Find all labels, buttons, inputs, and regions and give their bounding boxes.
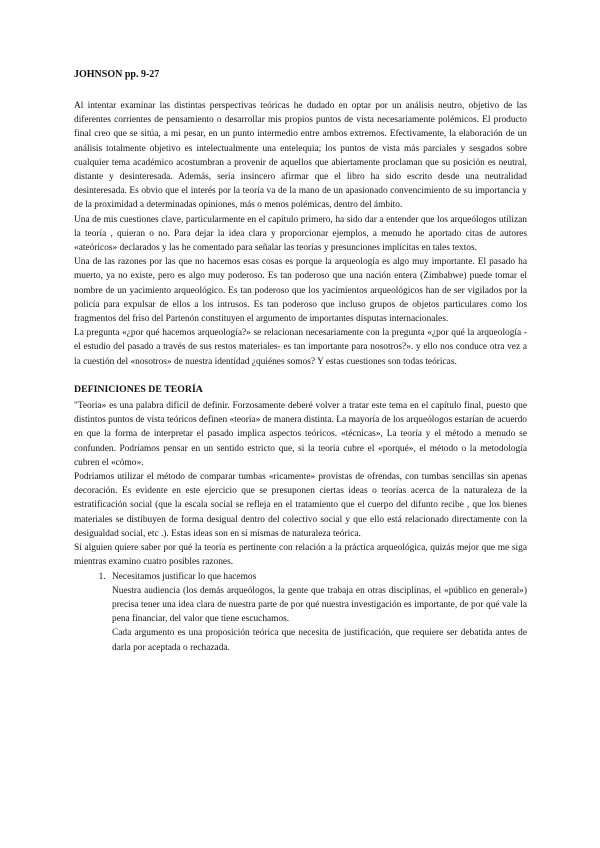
intro-paragraph-3: Una de las razones por las que no hacemos esas cosas es porque la arqueología es algo muy importante. El pasado ha muerto, ya no existe, pero es algo muy poderoso. Es tan poderoso que una nación entera (Zimbabwe) puede tomar el nombre de un yacimiento arqueológico. Es tan poderoso que los yacimientos arqueológicos han de ser vigilados por la policía para expulsar de ellos a los intrusos. Es tan poderoso que incluso grupos de objetos particulares como los fragmentos del friso del Partenón constituyen el argumento de importantes disputas internacionales. bbox=[74, 257, 527, 325]
reason-label: Necesitamos justificar lo que hacemos bbox=[112, 571, 257, 582]
section-paragraph-2: Podríamos utilizar el método de comparar tumbas «ricamente» provistas de ofrendas, con tumbas sencillas sin apenas decoración. Es evidente en este ejercicio que se presuponen ciertas ideas o teorías acerca de la naturaleza de la estratificación social (que la escala social se refleja en el tratamiento que el cuerpo del difunto recibe , que los bienes materiales se distibuyen de forma desigual dentro del colectivo social y que ello está relacionado directamente con la desigualdad social, etc .). Estas ideas son en sí mismas de naturaleza teórica. bbox=[74, 472, 527, 539]
reason-paragraph-1: Nuestra audiencia (los demás arqueólogos, la gente que trabaja en otras disciplinas, el «público en general») precisa tener una idea clara de nuestra parte de por qué nuestra investigación es importante, de por qué vale la pena financiar, del valor que tiene escuchamos. bbox=[112, 585, 527, 625]
document-body bbox=[74, 99, 527, 655]
intro-paragraph-4: La pregunta «¿por qué hacemos arqueología?» se relacionan necesariamente con la pregunta «¿por qué la arqueología - el estudio del pasado a través de sus restos materiales- es tan importante para nosotros?». y ello nos conduce otra vez a la cuestión del «nosotros» de nuestra identidad ¿quiénes somos? Y estas cuestiones son todas teóricas. bbox=[74, 328, 527, 367]
reasons-list bbox=[74, 570, 527, 655]
section-heading: DEFINICIONES DE TEORÍA bbox=[74, 383, 203, 395]
section-paragraph-1: "Teoría» es una palabra difícil de definir. Forzosamente deberé volver a tratar este tema en el capítulo final, puesto que distintos puntos de vista teóricos definen «teoría» de manera distinta. La mayoría de los arqueólogos estarían de acuerdo en que la forma de interpretar el pasado implica aspectos teóricos. «técnicas», La teoría y el método a menudo se confunden. Podríamos pensar en un sentido estricto que, si la teoría cubre el «porqué», el método o la metodología cubren el «cómo». bbox=[74, 401, 527, 468]
intro-paragraph-1: Al intentar examinar las distintas perspectivas teóricas he dudado en optar por un análisis neutro, objetivo de las diferentes corrientes de pensamiento o desarrollar mis propios puntos de vista necesariamente polémicos. El producto final creo que se sitúa, a mi pesar, en un punto intermedio entre ambos extremos. Efectivamente, la elaboración de un análisis totalmente objetivo es intelectualmente una entelequia; los puntos de vista más parciales y sesgados sobre cualquier tema académico acostumbran a provenir de aquellos que abiertamente proclaman que su posición es neutral, distante y desinteresada. Además, sería insincero afirmar que el libro ha sido escrito desde una neutralidad desinteresada. Es obvio que el interés por la teoría va de la mano de un apasionado convencimiento de su importancia y de la proximidad a determinadas opiniones, más o menos polémicas, dentro del ámbito. bbox=[74, 101, 527, 211]
reason-paragraph-2: Cada argumento es una proposición teórica que necesita de justificación, que requiere ser debatida antes de darla por aceptada o rechazada. bbox=[112, 628, 527, 653]
reason-item bbox=[108, 570, 527, 655]
page-title: JOHNSON pp. 9-27 bbox=[74, 69, 160, 80]
intro-paragraph-2: Una de mis cuestiones clave, particularmente en el capítulo primero, ha sido dar a entender que los arqueólogos utilizan la teoría , quieran o no. Para dejar la idea clara y proporcionar ejemplos, a menudo he aportado citas de autores «ateóricos» declarados y las he comentado para señalar las teorías y presunciones implícitas en tales textos. bbox=[74, 214, 527, 254]
section-paragraph-3: Si alguien quiere saber por qué la teoría es pertinente con relación a la práctica arqueológica, quizás mejor que me siga mientras examino cuatro posibles razones. bbox=[74, 543, 527, 568]
